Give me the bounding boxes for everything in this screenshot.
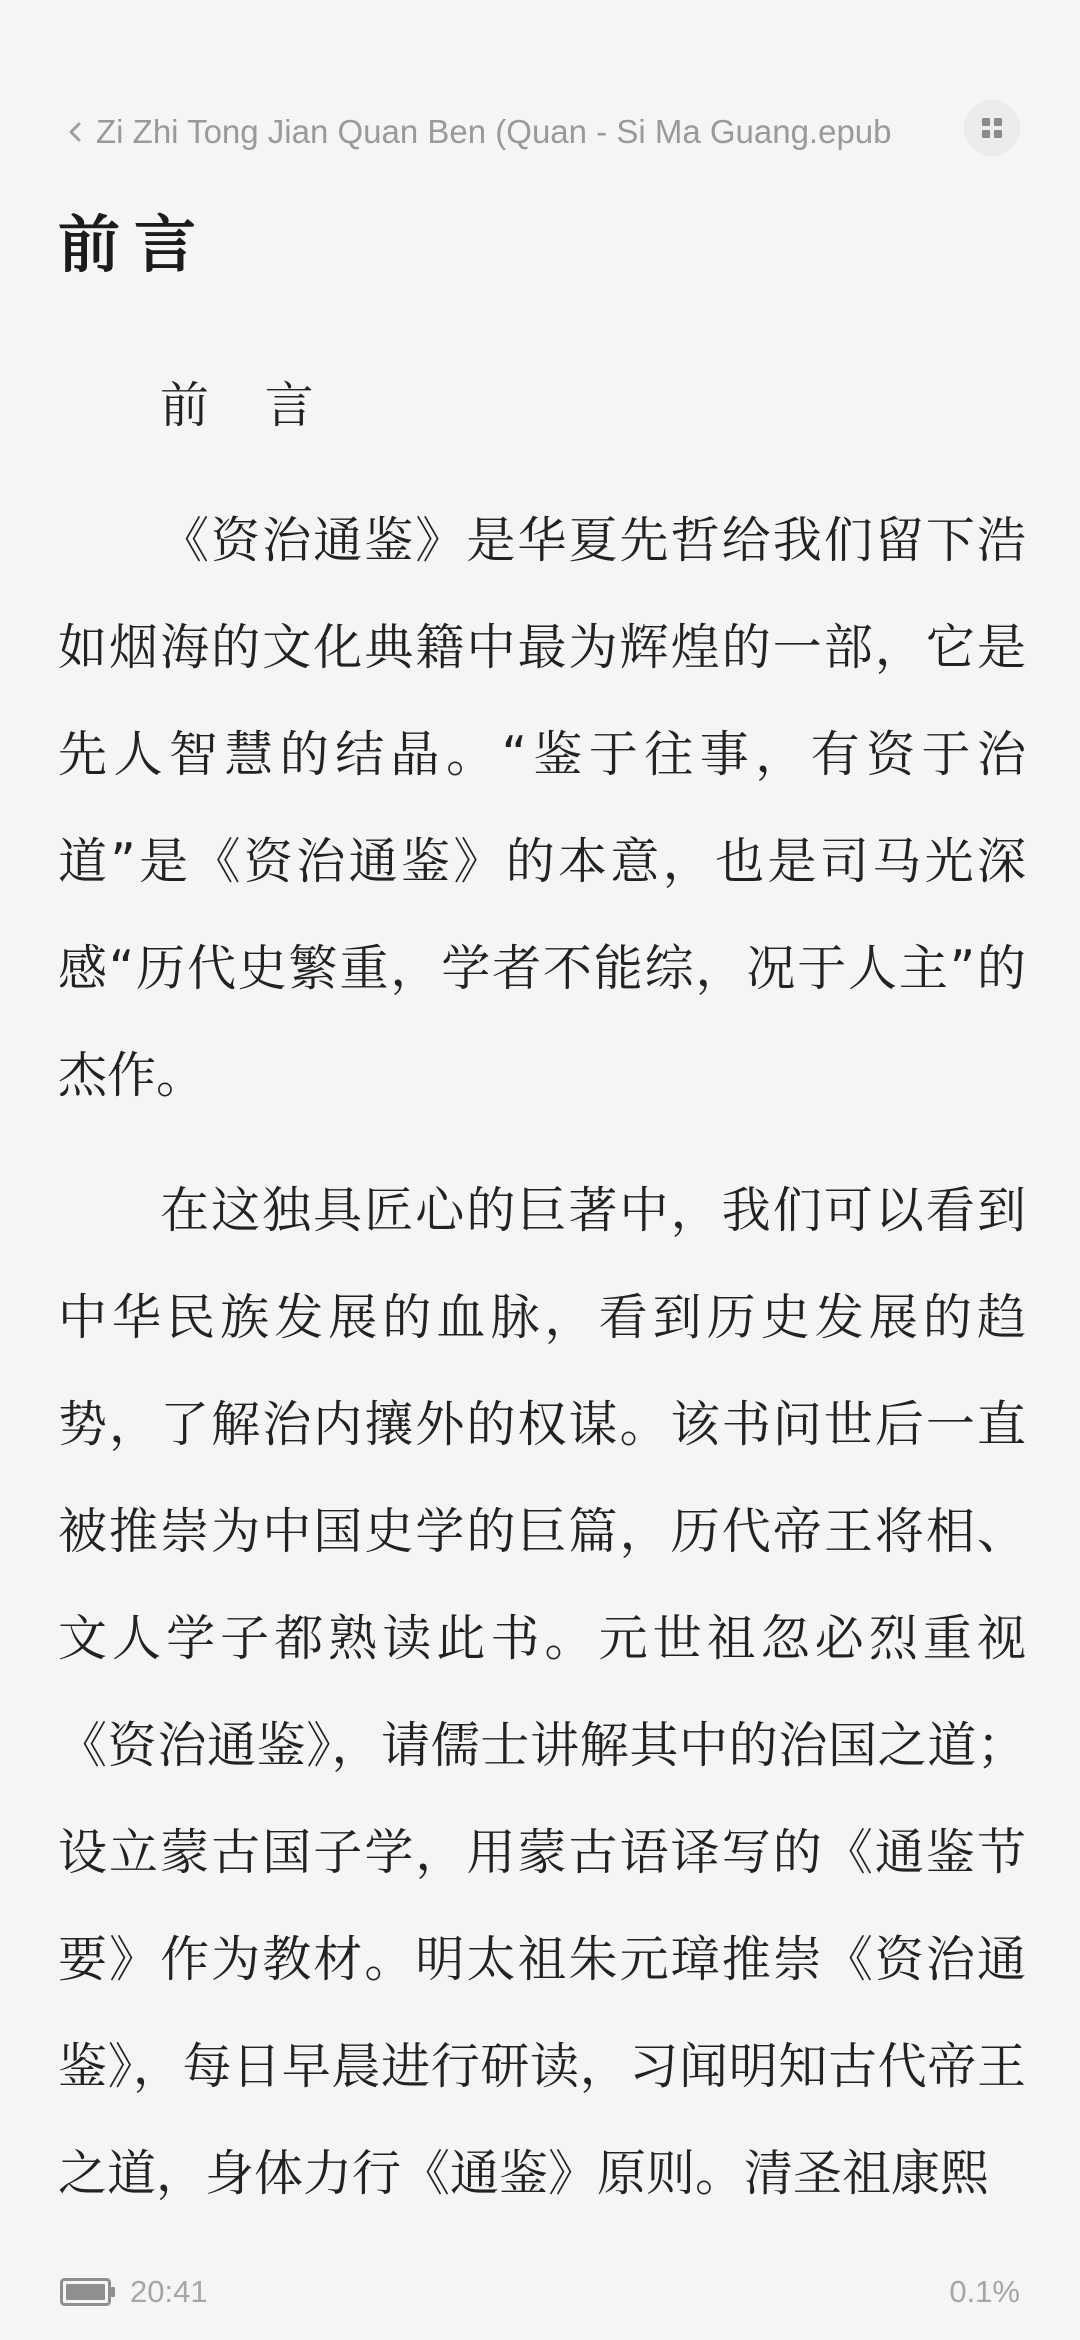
paragraph-2: 在这独具匠心的巨著中，我们可以看到中华民族发展的血脉，看到历史发展的趋势，了解治内攘外的权谋。该书问世后一直被推崇为中国史学的巨篇，历代帝王将相、文人学子都熟读此书。元世祖忽必烈重视《资治通鉴》，请儒士讲解其中的治国之道；设立蒙古国子学，用蒙古语译写的《通鉴节要》作为教材。明太祖朱元璋推崇《资治通鉴》，每日早晨进行研读，习闻明知古代帝王之道，身体力行《通鉴》原则。清圣祖康熙 xyxy=(58,1182,1026,2202)
reader-header xyxy=(60,100,1020,164)
grid-icon xyxy=(980,116,1004,140)
chapter-title: 前言 xyxy=(58,208,211,281)
paragraph-1: 《资治通鉴》是华夏先哲给我们留下浩如烟海的文化典籍中最为辉煌的一部，它是先人智慧的结晶。“鉴于往事，有资于治道”是《资治通鉴》的本意，也是司马光深感“历代史繁重，学者不能综，况于人主”的杰作。 xyxy=(58,512,1026,1104)
reading-progress: 0.1% xyxy=(949,2274,1020,2309)
clock-time: 20:41 xyxy=(130,2274,208,2309)
chapter-subheading: 前 言 xyxy=(160,377,334,434)
battery-icon xyxy=(60,2278,116,2306)
reading-content[interactable] xyxy=(58,365,1026,2255)
chevron-left-icon[interactable] xyxy=(60,114,90,150)
menu-button[interactable] xyxy=(964,100,1020,156)
book-title[interactable]: Zi Zhi Tong Jian Quan Ben (Quan - Si Ma Guang.epub xyxy=(96,113,892,150)
reader-footer xyxy=(60,2268,1020,2316)
